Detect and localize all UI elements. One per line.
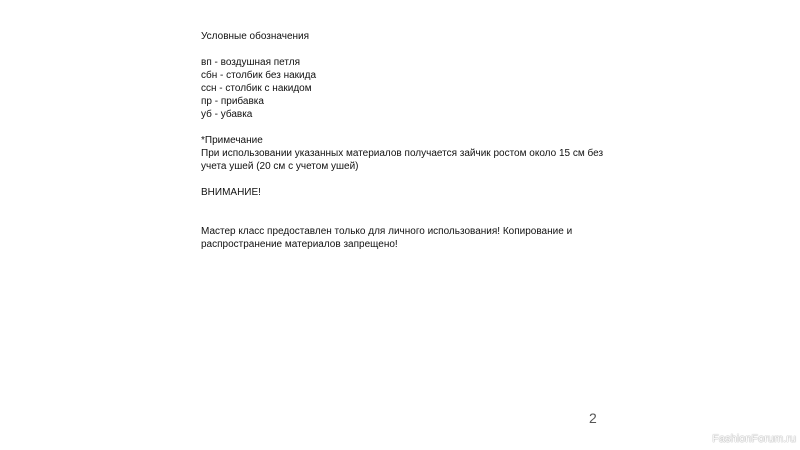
legend-item: уб - убавка xyxy=(201,109,253,120)
legend-item: вп - воздушная петля xyxy=(201,57,301,68)
watermark: FashionForum.ru xyxy=(712,433,796,445)
spacer xyxy=(201,173,621,186)
legend-item: ссн - столбик с накидом xyxy=(201,83,312,94)
warning-heading: ВНИМАНИЕ! xyxy=(201,187,261,198)
note-heading: *Примечание xyxy=(201,135,263,146)
spacer xyxy=(201,199,621,225)
legend-item: пр - прибавка xyxy=(201,96,264,107)
warning-text: Мастер класс предоставлен только для личного использования! Копирование и распространение материалов запрещено! xyxy=(201,226,573,250)
page-content xyxy=(201,30,621,251)
note-text: При использовании указанных материалов получается зайчик ростом около 15 см без учета ушей (20 см с учетом ушей) xyxy=(201,148,604,172)
spacer xyxy=(201,121,621,134)
page-number: 2 xyxy=(589,410,597,426)
legend-heading: Условные обозначения xyxy=(201,31,310,42)
spacer xyxy=(201,43,621,56)
legend-item: сбн - столбик без накида xyxy=(201,70,317,81)
